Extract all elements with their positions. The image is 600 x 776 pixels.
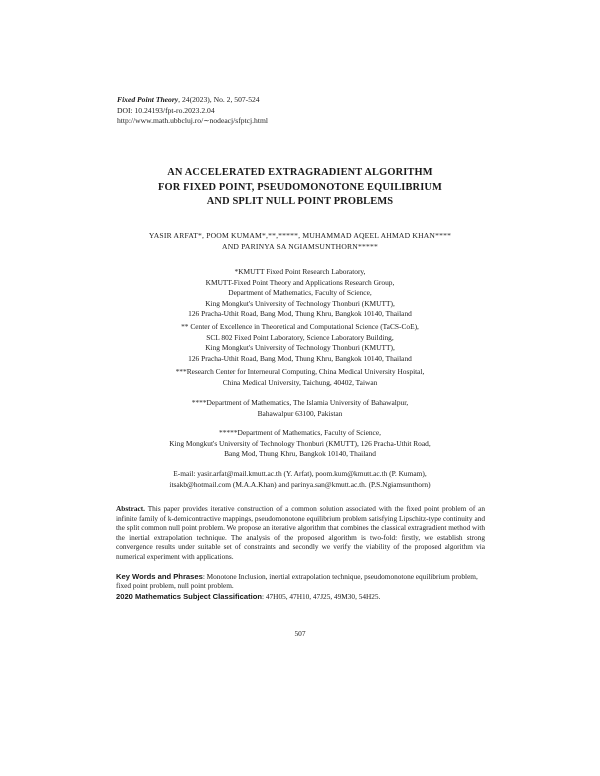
- authors-line-2: AND PARINYA SA NGIAMSUNTHORN*****: [222, 241, 378, 251]
- journal-url: http://www.math.ubbcluj.ro/∼nodeacj/sfptcj.html: [117, 116, 268, 125]
- affiliation-line: 126 Pracha-Uthit Road, Bang Mod, Thung Khru, Bangkok 10140, Thailand: [188, 353, 412, 363]
- keywords-text: : Monotone Inclusion, inertial extrapolation technique, pseudomonotone equilibrium problem, fixed point problem, null point problem.: [116, 572, 478, 591]
- affiliation-5: [100, 428, 500, 460]
- journal-name: Fixed Point Theory: [117, 95, 179, 104]
- affiliation-line: Bang Mod, Thung Khru, Bangkok 10140, Thailand: [224, 449, 376, 458]
- email-block: [100, 469, 500, 490]
- paper-title: [100, 166, 500, 210]
- email-line: E-mail: yasir.arfat@mail.kmutt.ac.th (Y. Arfat), poom.kum@kmutt.ac.th (P. Kumam),: [173, 469, 427, 478]
- affiliation-line: Department of Mathematics, Faculty of Science,: [228, 288, 372, 297]
- affiliation-1: [100, 267, 500, 320]
- abstract-label: Abstract.: [116, 504, 145, 513]
- affiliation-2: [100, 322, 500, 364]
- affiliation-line: KMUTT-Fixed Point Theory and Applications Research Group,: [205, 277, 395, 287]
- msc-label: 2020 Mathematics Subject Classification: [116, 592, 263, 601]
- affiliation-4: [100, 398, 500, 419]
- msc-text: : 47H05, 47H10, 47J25, 49M30, 54H25.: [262, 592, 381, 601]
- affiliation-line: Bahawalpur 63100, Pakistan: [257, 408, 343, 418]
- affiliation-line: ** Center of Excellence in Theoretical and Computational Science (TaCS-CoE),: [181, 322, 419, 331]
- keywords-label: Key Words and Phrases: [116, 572, 203, 581]
- affiliation-line: *****Department of Mathematics, Faculty of Science,: [219, 428, 381, 437]
- title-line-2: FOR FIXED POINT, PSEUDOMONOTONE EQUILIBRIUM: [157, 181, 443, 193]
- title-line-3: AND SPLIT NULL POINT PROBLEMS: [206, 196, 394, 207]
- email-line: itsakb@hotmail.com (M.A.A.Khan) and parinya.san@kmutt.ac.th. (P.S.Ngiamsunthorn): [169, 479, 431, 489]
- affiliation-3: [100, 367, 500, 388]
- affiliation-line: ****Department of Mathematics, The Islamia University of Bahawalpur,: [191, 398, 409, 407]
- affiliation-line: King Mongkut's University of Technology Thonburi (KMUTT),: [205, 343, 395, 352]
- title-line-1: AN ACCELERATED EXTRAGRADIENT ALGORITHM: [167, 167, 433, 178]
- affiliation-line: *KMUTT Fixed Point Research Laboratory,: [234, 267, 366, 276]
- keywords: [116, 572, 491, 591]
- affiliation-line: King Mongkut's University of Technology Thonburi (KMUTT), 126 Pracha-Uthit Road,: [169, 438, 431, 448]
- journal-info: , 24(2023), No. 2, 507-524: [178, 95, 260, 104]
- author-list: [100, 231, 500, 252]
- affiliation-line: SCL 802 Fixed Point Laboratory, Science Laboratory Building,: [206, 332, 394, 342]
- page-number: 507: [294, 629, 306, 638]
- affiliation-line: ***Research Center for Interneural Computing, China Medical University Hospital,: [175, 367, 425, 376]
- affiliation-line: 126 Pracha-Uthit Road, Bang Mod, Thung Khru, Bangkok 10140, Thailand: [188, 309, 412, 318]
- journal-doi: DOI: 10.24193/fpt-ro.2023.2.04: [117, 105, 215, 115]
- affiliation-line: King Mongkut's University of Technology Thonburi (KMUTT),: [205, 298, 395, 308]
- affiliation-line: China Medical University, Taichung, 40402, Taiwan: [222, 377, 378, 387]
- abstract: [116, 504, 485, 562]
- msc-classification: [116, 592, 491, 601]
- authors-line-1: YASIR ARFAT*, POOM KUMAM*,**,*****, MUHAMMAD AQEEL AHMAD KHAN****: [148, 231, 452, 240]
- journal-citation: [117, 95, 497, 106]
- journal-header: [117, 95, 497, 127]
- abstract-text: This paper provides iterative construction of a common solution associated with the fixed point problem of an infinite family of k-demicontractive mappings, pseudomonotone equilibrium problem satisfying Lipschitz-type continuity and the split common null point problem. We propose an iterative algorithm that combines the classical extragradient method with the inertial extrapolation technique. The analysis of the proposed algorithm is two-fold: firstly, we establish strong convergence results under suitable set of constraints and secondly we verify the viability of the proposed algorithm via numerical experiment with applications.: [116, 504, 485, 561]
